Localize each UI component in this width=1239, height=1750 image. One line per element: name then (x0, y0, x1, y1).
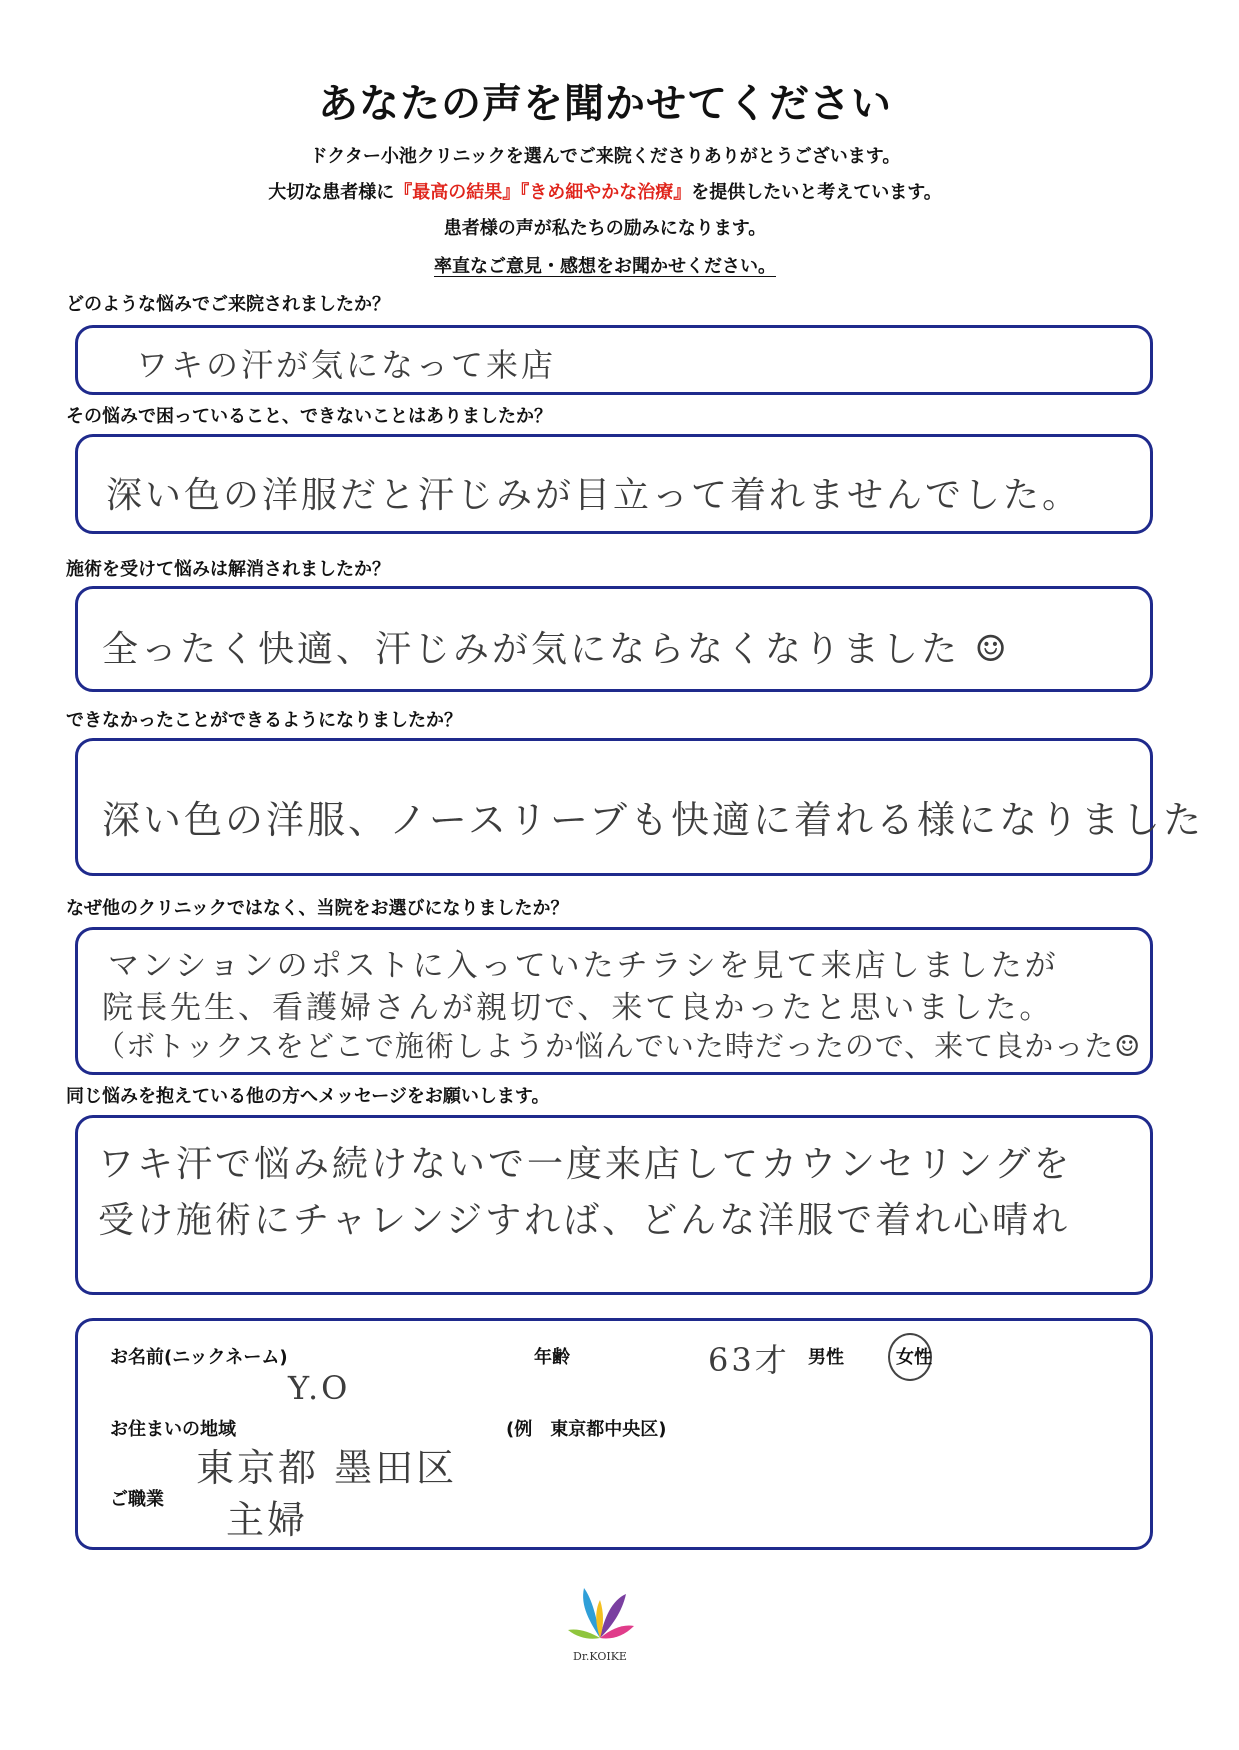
name-label: お名前(ニックネーム) (110, 1347, 288, 1368)
intro-line-1: ドクター小池クリニックを選んでご来院くださりありがとうございます。 (309, 146, 901, 167)
profile-box (75, 1318, 1153, 1550)
answer-3-line-1: 全ったく快適、汗じみが気にならなくなりました ☺ (102, 629, 1010, 670)
area-value: 東京都 墨田区 (196, 1446, 458, 1490)
answer-5-line-1: マンションのポストに入っていたチラシを見て来店しましたが (108, 948, 1059, 984)
intro-line-4: 率直なご意見・感想をお聞かせください。 (434, 256, 776, 277)
question-6: 同じ悩みを抱えている他の方へメッセージをお願いします。 (66, 1086, 550, 1107)
question-3: 施術を受けて悩みは解消されましたか？ (66, 559, 390, 580)
answer-6-line-1: ワキ汗で悩み続けないで一度来店してカウンセリングを (98, 1144, 1073, 1185)
answer-box-3 (75, 586, 1153, 692)
age-value: 63才 (708, 1341, 790, 1379)
job-value: 主婦 (226, 1498, 309, 1542)
question-1: どのような悩みでご来院されましたか？ (66, 294, 390, 315)
answer-box-2 (75, 434, 1153, 534)
butterfly-logo-icon (560, 1582, 640, 1642)
answer-5-line-2: 院長先生、看護婦さんが親切で、来て良かったと思いました。 (102, 990, 1054, 1026)
answer-1-line-1: ワキの汗が気になって来店 (136, 346, 557, 384)
intro-line-2 (0, 178, 1210, 204)
intro-line-2-a: 大切な患者様に (268, 182, 395, 203)
question-2: その悩みで困っていること、できないことはありましたか？ (66, 406, 552, 427)
question-4: できなかったことができるようになりましたか？ (66, 710, 462, 731)
area-example: (例 東京都中央区) (506, 1419, 667, 1440)
answer-box-1 (75, 325, 1153, 395)
question-5: なぜ他のクリニックではなく、当院をお選びになりましたか？ (66, 898, 569, 919)
answer-2-line-1: 深い色の洋服だと汗じみが目立って着れませんでした。 (106, 475, 1082, 516)
answer-box-5 (75, 927, 1153, 1075)
answer-6-line-2: 受け施術にチャレンジすれば、どんな洋服で着れ心晴れ (98, 1200, 1071, 1241)
name-value: Y.O (288, 1369, 351, 1407)
female-label: 女性 (896, 1347, 932, 1368)
intro-highlight: 『最高の結果』『きめ細やかな治療』 (394, 182, 692, 203)
answer-box-4 (75, 738, 1205, 876)
answer-4-line-1: 深い色の洋服、ノースリーブも快適に着れる様になりました (102, 798, 1205, 842)
age-label: 年齢 (534, 1347, 570, 1368)
area-label: お住まいの地域 (110, 1419, 236, 1440)
answer-box-6 (75, 1115, 1153, 1295)
intro-line-3: 患者様の声が私たちの励みになります。 (443, 218, 767, 239)
answer-5-line-3: （ボトックスをどこで施術しようか悩んでいた時だったので、来て良かった☺ (96, 1029, 1142, 1063)
male-label: 男性 (808, 1347, 844, 1368)
job-label: ご職業 (110, 1489, 164, 1510)
dr-koike-logo (560, 1582, 640, 1672)
intro-line-2-b: を提供したいと考えています。 (691, 182, 942, 203)
page-title: あなたの声を聞かせてください (318, 81, 892, 127)
logo-text: Dr.KOIKE (573, 1650, 627, 1663)
